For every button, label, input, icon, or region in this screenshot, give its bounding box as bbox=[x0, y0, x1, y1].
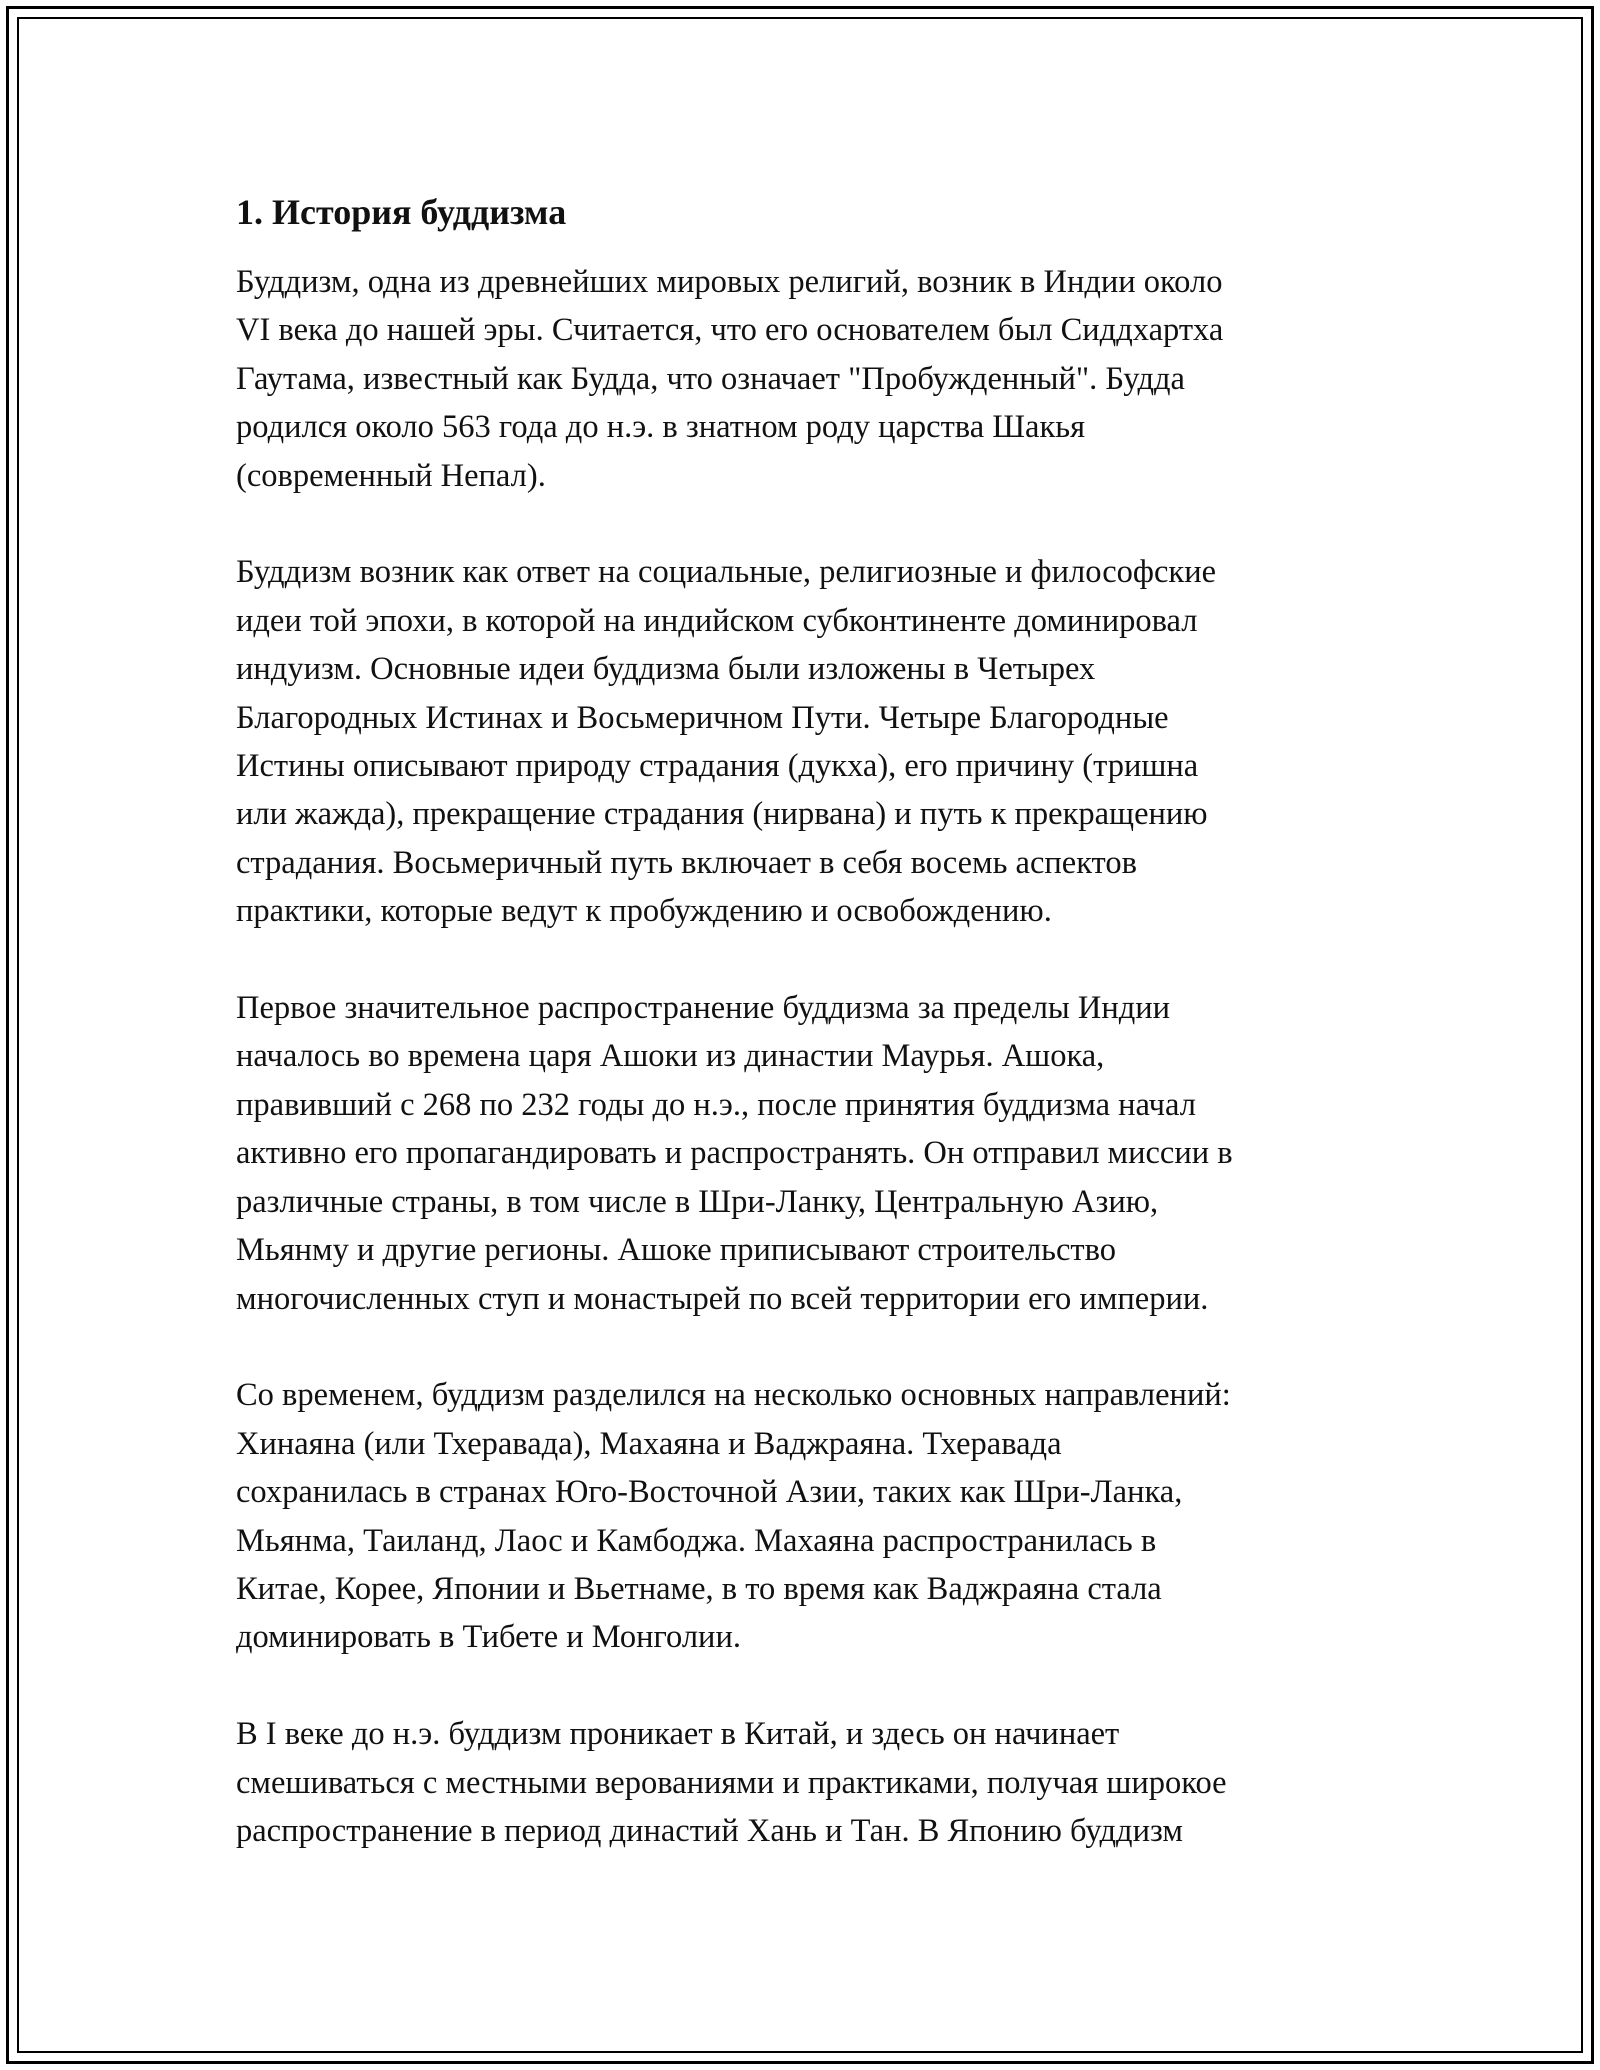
text-line: смешиваться с местными верованиями и практиками, получая широкое bbox=[236, 1764, 1227, 1801]
text-line: Мьянма, Таиланд, Лаос и Камбоджа. Махаяна распространилась в bbox=[236, 1522, 1157, 1559]
document-body bbox=[236, 188, 1386, 1904]
text-line: Благородных Истинах и Восьмеричном Пути. Четыре Благородные bbox=[236, 699, 1169, 736]
paragraph bbox=[236, 548, 1386, 935]
text-line: Мьянму и другие регионы. Ашоке приписывают строительство bbox=[236, 1232, 1116, 1269]
text-line: активно его пропагандировать и распространять. Он отправил миссии в bbox=[236, 1135, 1233, 1172]
text-line: распространение в период династий Хань и Тан. В Японию буддизм bbox=[236, 1812, 1183, 1849]
text-line: страдания. Восьмеричный путь включает в себя восемь аспектов bbox=[236, 844, 1137, 881]
text-line: идеи той эпохи, в которой на индийском субконтиненте доминировал bbox=[236, 602, 1198, 639]
text-line: многочисленных ступ и монастырей по всей территории его империи. bbox=[236, 1280, 1209, 1317]
text-line: Со временем, буддизм разделился на несколько основных направлений: bbox=[236, 1377, 1231, 1414]
text-line: практики, которые ведут к пробуждению и освобождению. bbox=[236, 893, 1052, 930]
text-line: Гаутама, известный как Будда, что означает "Пробужденный". Будда bbox=[236, 360, 1185, 397]
text-line: Китае, Корее, Японии и Вьетнаме, в то время как Ваджраяна стала bbox=[236, 1570, 1162, 1607]
text-line: VI века до нашей эры. Считается, что его основателем был Сиддхартха bbox=[236, 312, 1224, 349]
text-line: Буддизм возник как ответ на социальные, религиозные и философские bbox=[236, 554, 1217, 591]
text-line: доминировать в Тибете и Монголии. bbox=[236, 1619, 741, 1656]
text-line: началось во времена царя Ашоки из династии Маурья. Ашока, bbox=[236, 1038, 1105, 1075]
text-line: Первое значительное распространение буддизма за пределы Индии bbox=[236, 990, 1171, 1027]
text-line: (современный Непал). bbox=[236, 457, 546, 494]
text-line: Истины описывают природу страдания (дукха), его причину (тришна bbox=[236, 748, 1199, 785]
paragraph bbox=[236, 984, 1386, 1323]
text-line: правивший с 268 по 232 годы до н.э., после принятия буддизма начал bbox=[236, 1086, 1196, 1123]
text-line: родился около 563 года до н.э. в знатном роду царства Шакья bbox=[236, 409, 1086, 446]
text-line: В I веке до н.э. буддизм проникает в Китай, и здесь он начинает bbox=[236, 1716, 1120, 1753]
paragraph bbox=[236, 1710, 1386, 1855]
text-line: Буддизм, одна из древнейших мировых религий, возник в Индии около bbox=[236, 264, 1223, 300]
paragraph-list bbox=[236, 258, 1386, 1855]
text-line: различные страны, в том числе в Шри-Ланку, Центральную Азию, bbox=[236, 1183, 1159, 1220]
paragraph bbox=[236, 1371, 1386, 1661]
paragraph bbox=[236, 258, 1386, 500]
text-line: Хинаяна (или Тхеравада), Махаяна и Ваджраяна. Тхеравада bbox=[236, 1425, 1062, 1462]
text-line: или жажда), прекращение страдания (нирвана) и путь к прекращению bbox=[236, 796, 1208, 833]
text-line: индуизм. Основные идеи буддизма были изложены в Четырех bbox=[236, 651, 1096, 688]
section-heading: 1. История буддизма bbox=[236, 192, 567, 232]
text-line: сохранилась в странах Юго-Восточной Азии, таких как Шри-Ланка, bbox=[236, 1474, 1183, 1511]
